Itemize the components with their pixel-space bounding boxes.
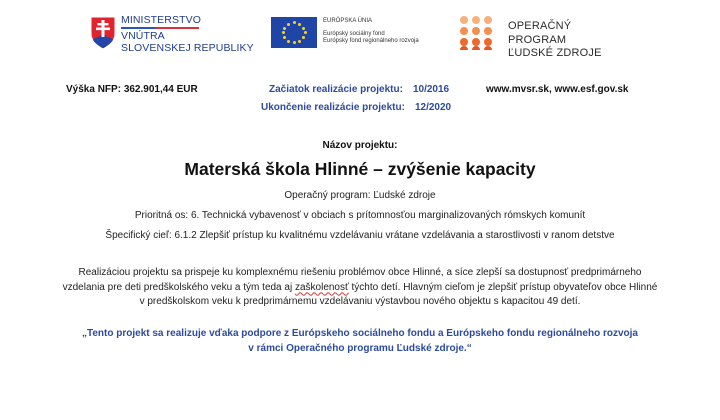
description-part2: týchto detí. Hlavným cieľom je zlepšiť prístup obyvateľov obce Hlinné v predškolskom veku k predprimárnemu vzdelávaniu výstavbou nového objektu s kapacitou 49 detí. [139,281,658,307]
op-logo-line2: ĽUDSKÉ ZDROJE [508,47,602,59]
eu-logo-line1: Európsky sociálny fond [323,30,385,37]
project-description [60,266,660,310]
eu-logo-line2: Európsky fond regionálneho rozvoja [323,38,419,44]
eu-logo [271,17,461,49]
ministry-logo [90,14,260,58]
end-label: Ukončenie realizácie projektu: [261,102,405,113]
description-part1: Realizáciou projektu sa prispeje ku komplexnému riešeniu problémov obce Hlinné, a síce zlepší sa dostupnosť predprimárneho vzdelania pre deti predškolského veku a tým teda aj [62,267,642,293]
eu-logo-text [323,18,419,46]
websites: www.mvsr.sk, www.esf.gov.sk [486,84,629,95]
people-dots-icon [460,16,498,50]
start-value: 10/2016 [412,84,450,95]
project-title: Materská škola Hlinné – zvýšenie kapacity [184,159,536,179]
description-underlined-word: zaškolenosť [294,281,349,293]
nfp-amount [66,84,198,95]
ministry-logo-line1: MINISTERSTVO [121,14,199,29]
funding-statement-line1: „Tento projekt sa realizuje vďaka podpore z Európskeho sociálneho fondu a Európskeho fondu regionálneho rozvoja [82,328,638,339]
ministry-logo-line3: SLOVENSKEJ REPUBLIKY [121,42,254,54]
project-start [269,84,449,95]
project-end [261,102,451,113]
op-logo-line1: OPERAČNÝ PROGRAM [508,20,572,46]
funding-statement-line2: v rámci Operačného programu Ľudské zdroje.“ [248,343,472,354]
eu-flag-icon [271,17,317,48]
end-value: 12/2020 [414,102,452,113]
nfp-label: Výška NFP: [66,84,122,95]
nfp-value: 362.901,44 EUR [123,84,198,95]
funding-statement [60,326,660,356]
ministry-logo-text [121,14,254,54]
project-name-label: Názov projektu: [322,140,398,151]
start-label: Začiatok realizácie projektu: [269,84,403,95]
priority-axis: Prioritná os: 6. Technická vybavenosť v obciach s prítomnosťou marginalizovaných rómskych komunít [134,210,586,221]
ministry-logo-line2: VNÚTRA [121,30,165,42]
slovak-coat-of-arms-icon [90,16,116,50]
eu-logo-title: EURÓPSKA ÚNIA [323,18,373,24]
op-logo-text [508,20,630,61]
op-logo [460,16,630,59]
operational-program: Operačný program: Ľudské zdroje [284,190,436,201]
specific-goal: Špecifický cieľ: 6.1.2 Zlepšiť prístup ku kvalitnému vzdelávaniu vrátane vzdelávania a starostlivosti v ranom detstve [105,230,615,241]
